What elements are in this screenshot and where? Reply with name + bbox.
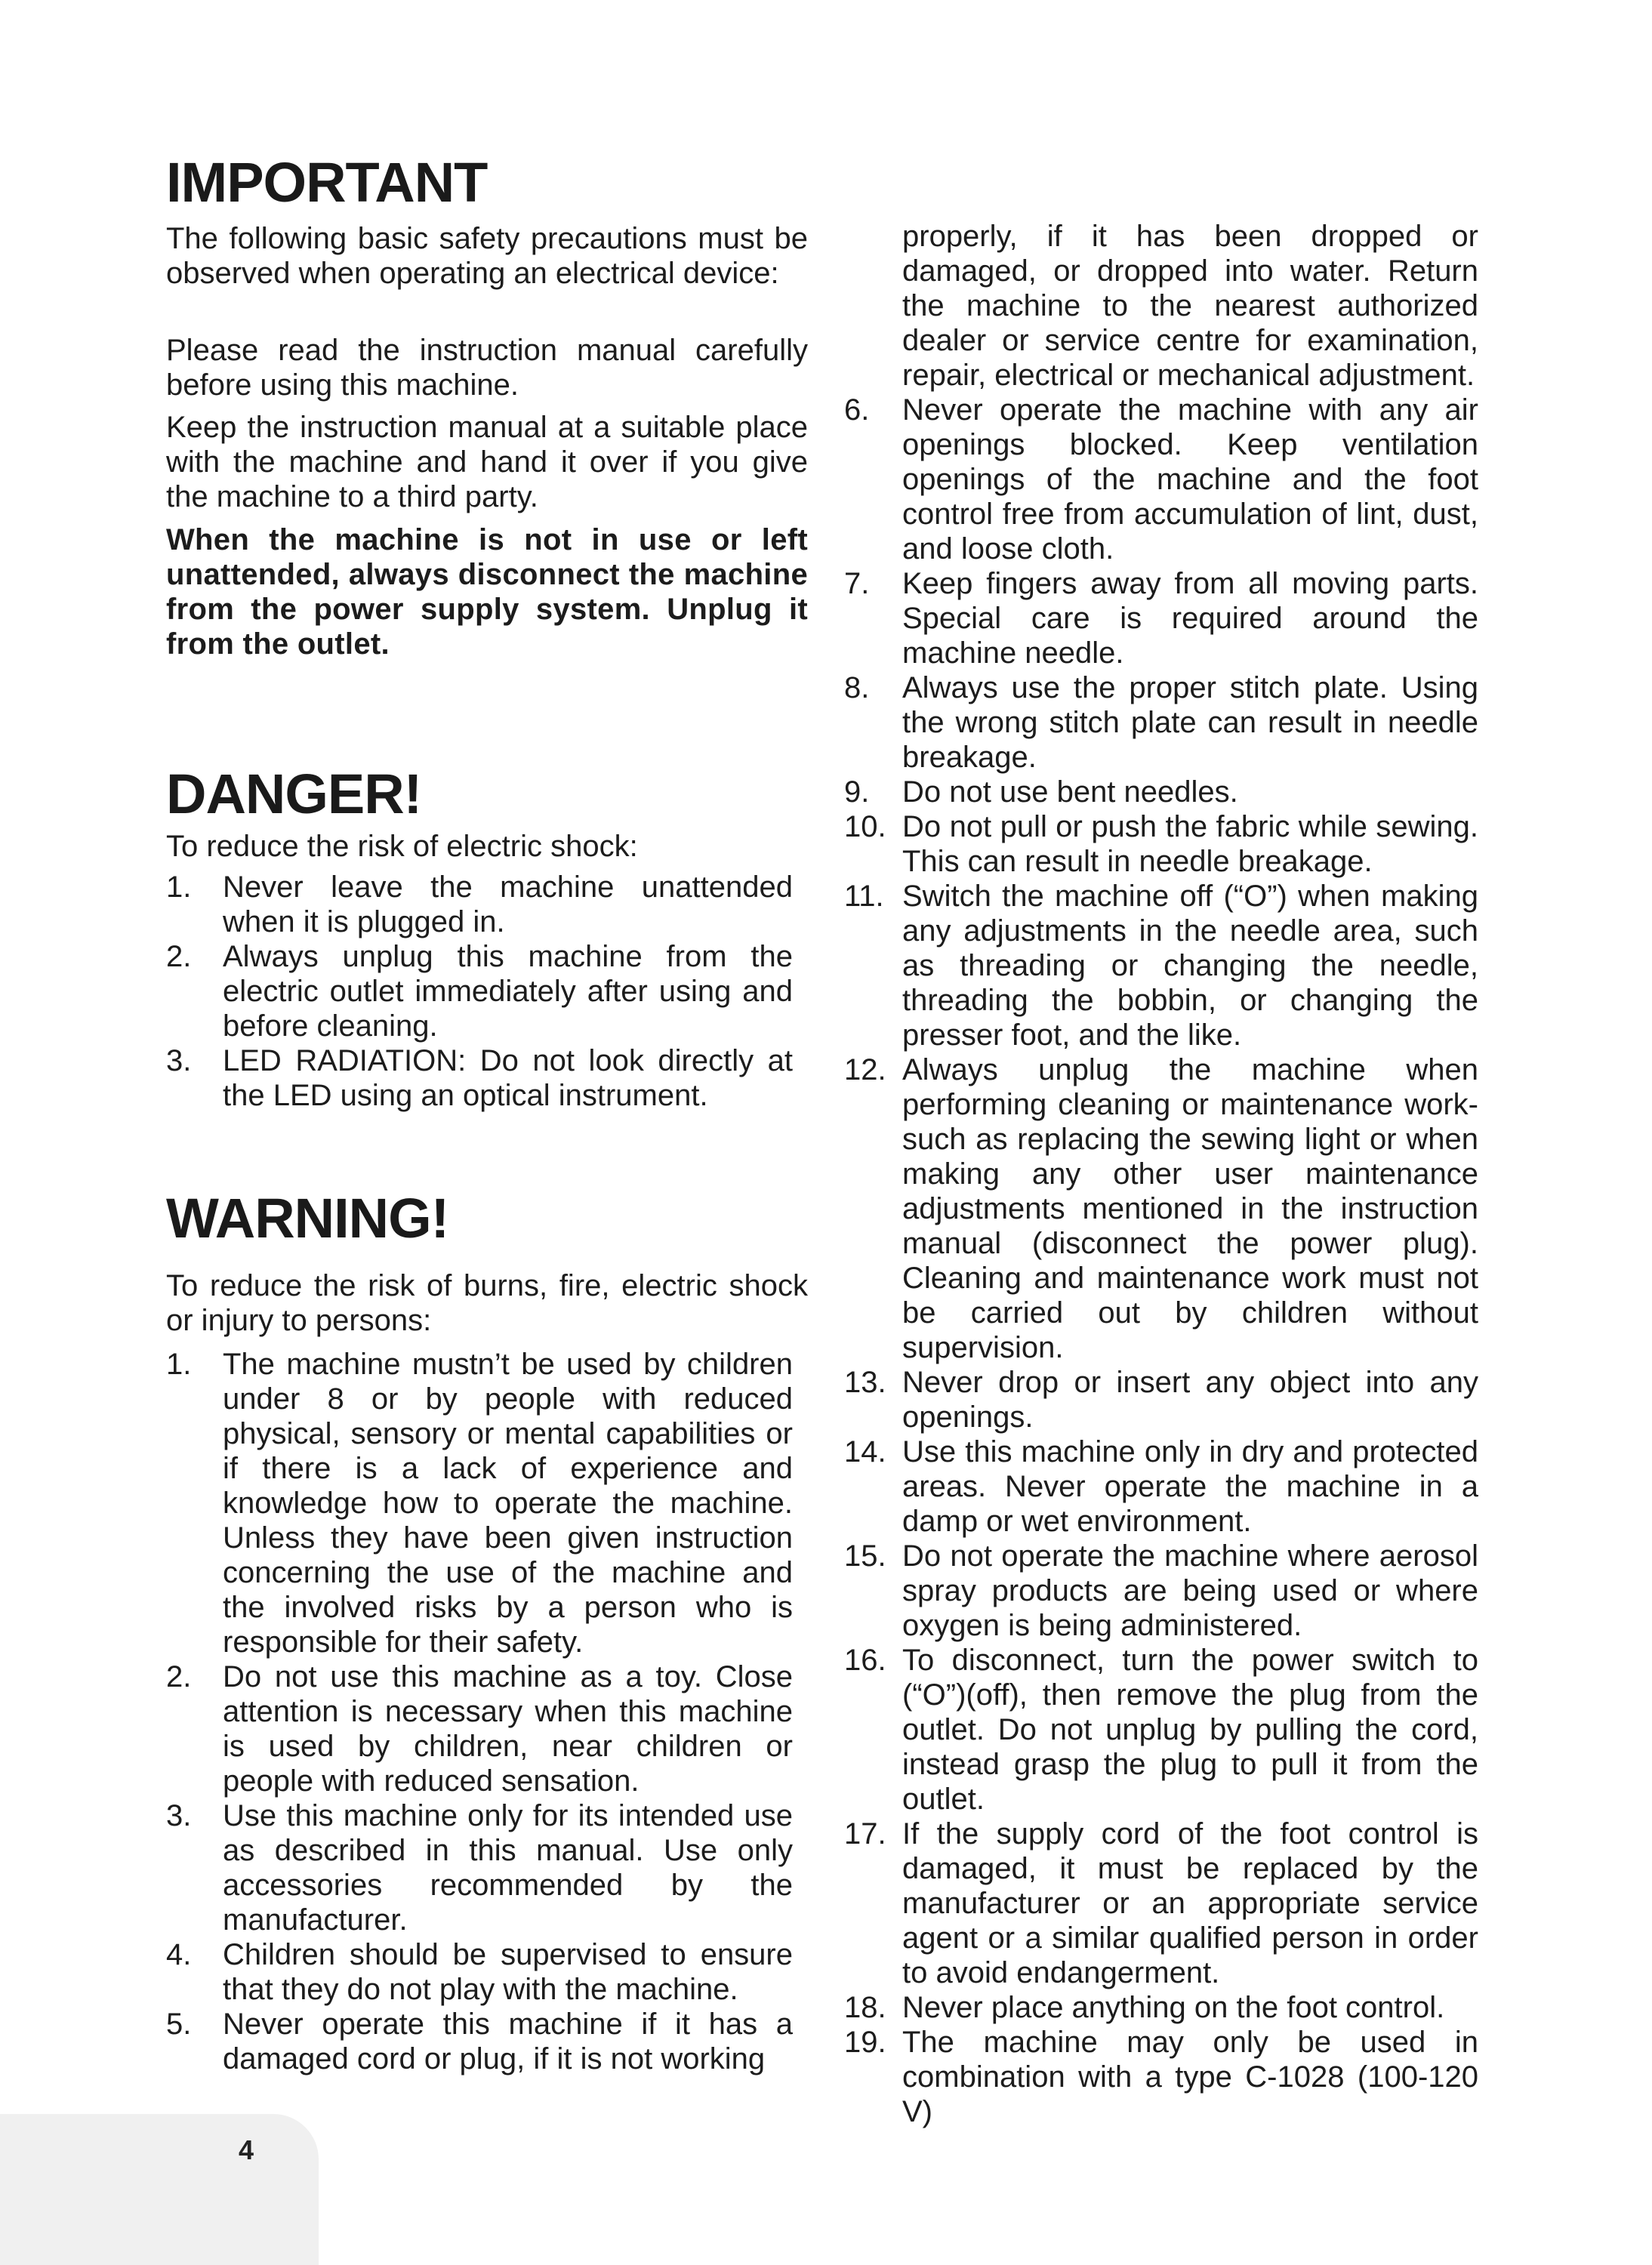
list-item-number: 7. (844, 567, 870, 600)
list-item-text: Children should be supervised to ensure that they do not play with the machine. (223, 1938, 793, 2006)
warning-list-item (844, 1990, 1478, 2025)
warning-list-item (844, 809, 1478, 879)
important-bold-notice: When the machine is not in use or left unattended, always disconnect the machine from the power supply system. Unplug it from the outlet. (166, 523, 808, 661)
warning-list-right (844, 393, 1478, 2129)
warning-list-item (844, 670, 1478, 775)
list-item-number: 19. (844, 2026, 886, 2059)
warning-list-item (166, 1798, 793, 1937)
warning-list-item (844, 1539, 1478, 1643)
list-item-text: If the supply cord of the foot control is damaged, it must be replaced by the manufacturer or an appropriate service agent or a similar qualified person in order to avoid endangerment. (902, 1817, 1478, 1989)
warning-list-item (844, 1817, 1478, 1990)
warning-item-5-continued: properly, if it has been dropped or damaged, or dropped into water. Return the machine to the nearest authorized dealer or service centre for examination, repair, electrical or mechanical adjustment. (902, 220, 1478, 392)
list-item-text: Do not use this machine as a toy. Close attention is necessary when this machine is used by children, near children or people with reduced sensation. (223, 1660, 793, 1798)
list-item-number: 18. (844, 1991, 886, 2024)
list-item-number: 13. (844, 1366, 886, 1399)
list-item-text: Never leave the machine unattended when it is plugged in. (223, 871, 793, 938)
warning-list-item (166, 1659, 793, 1798)
list-item-text: Use this machine only for its intended use as described in this manual. Use only accessories recommended by the manufacturer. (223, 1799, 793, 1937)
important-paragraph-3: Keep the instruction manual at a suitable place with the machine and hand it over if you give the machine to a third party. (166, 411, 808, 513)
list-item-text: Never drop or insert any object into any openings. (902, 1366, 1478, 1434)
list-item-text: Do not operate the machine where aerosol spray products are being used or where oxygen is being administered. (902, 1539, 1478, 1642)
list-item-number: 5. (166, 2008, 192, 2041)
danger-heading: DANGER! (166, 763, 422, 825)
list-item-number: 8. (844, 671, 870, 704)
warning-list-item (844, 879, 1478, 1052)
important-paragraph-2: Please read the instruction manual carefully before using this machine. (166, 334, 808, 402)
warning-list-item (844, 1434, 1478, 1539)
warning-list-item (844, 1643, 1478, 1817)
list-item-text: LED RADIATION: Do not look directly at the LED using an optical instrument. (223, 1044, 793, 1112)
page-number: 4 (239, 2134, 254, 2165)
list-item-text: Never operate this machine if it has a damaged cord or plug, if it is not working (223, 2008, 793, 2075)
list-item-number: 16. (844, 1644, 886, 1677)
list-item-number: 12. (844, 1053, 886, 1086)
list-item-number: 15. (844, 1539, 886, 1573)
list-item-text: Switch the machine off (“O”) when making any adjustments in the needle area, such as threading or changing the needle, threading the bobbin, or changing the presser foot, and the like. (902, 880, 1478, 1052)
warning-list-item (844, 2025, 1478, 2129)
list-item-text: Never operate the machine with any air openings blocked. Keep ventilation openings of the machine and the foot control free from accumulation of lint, dust, and loose cloth. (902, 393, 1478, 565)
warning-heading: WARNING! (166, 1187, 449, 1250)
warning-list-left (166, 1347, 793, 2076)
danger-intro: To reduce the risk of electric shock: (166, 830, 638, 863)
danger-list-item (166, 939, 793, 1043)
warning-list-item (166, 2007, 793, 2076)
list-item-text: The machine mustn’t be used by children under 8 or by people with reduced physical, sensory or mental capabilities or if there is a lack of experience and knowledge how to operate the machine. Unless they have been given instruction concerning the use of the machine and the involved risks by a person who is responsible for their safety. (223, 1348, 793, 1659)
warning-list-item (844, 1052, 1478, 1365)
list-item-text: Do not pull or push the fabric while sewing. This can result in needle breakage. (902, 810, 1478, 878)
list-item-number: 3. (166, 1799, 192, 1832)
danger-list (166, 870, 793, 1113)
list-item-number: 10. (844, 810, 886, 843)
list-item-text: Keep fingers away from all moving parts. Special care is required around the machine needle. (902, 567, 1478, 670)
list-item-number: 6. (844, 393, 870, 427)
list-item-text: The machine may only be used in combination with a type C-1028 (100-120 V) (902, 2026, 1478, 2128)
list-item-text: Always unplug the machine when performing cleaning or maintenance work- such as replacing the sewing light or when making any other user maintenance adjustments mentioned in the instruction manual (disconnect the power plug). Cleaning and maintenance work must not be carried out by children without supervision. (902, 1053, 1478, 1364)
list-item-number: 2. (166, 940, 192, 973)
list-item-number: 2. (166, 1660, 192, 1693)
list-item-text: Do not use bent needles. (902, 775, 1238, 809)
list-item-text: Use this machine only in dry and protected areas. Never operate the machine in a damp or wet environment. (902, 1435, 1478, 1538)
list-item-text: Always unplug this machine from the electric outlet immediately after using and before cleaning. (223, 940, 793, 1043)
warning-list-item (844, 393, 1478, 566)
list-item-number: 1. (166, 1348, 192, 1381)
danger-list-item (166, 1043, 793, 1113)
warning-list-item (844, 566, 1478, 670)
warning-list-item (166, 1347, 793, 1659)
warning-list-item (844, 775, 1478, 809)
list-item-number: 17. (844, 1817, 886, 1851)
list-item-text: Never place anything on the foot control. (902, 1991, 1445, 2024)
page-tab (0, 2114, 319, 2265)
list-item-text: To disconnect, turn the power switch to (“O”)(off), then remove the plug from the outlet. Do not unplug by pulling the cord, instead grasp the plug to pull it from the outlet. (902, 1644, 1478, 1816)
warning-intro: To reduce the risk of burns, fire, electric shock or injury to persons: (166, 1269, 808, 1337)
list-item-number: 3. (166, 1044, 192, 1077)
list-item-number: 4. (166, 1938, 192, 1971)
list-item-text: Always use the proper stitch plate. Using the wrong stitch plate can result in needle breakage. (902, 671, 1478, 774)
warning-list-item (166, 1937, 793, 2007)
list-item-number: 11. (844, 880, 884, 913)
warning-list-item (844, 1365, 1478, 1434)
important-heading: IMPORTANT (166, 151, 488, 214)
list-item-number: 1. (166, 871, 192, 904)
list-item-number: 14. (844, 1435, 886, 1468)
list-item-number: 9. (844, 775, 870, 809)
danger-list-item (166, 870, 793, 939)
important-paragraph-1: The following basic safety precautions must be observed when operating an electrical device: (166, 222, 808, 290)
